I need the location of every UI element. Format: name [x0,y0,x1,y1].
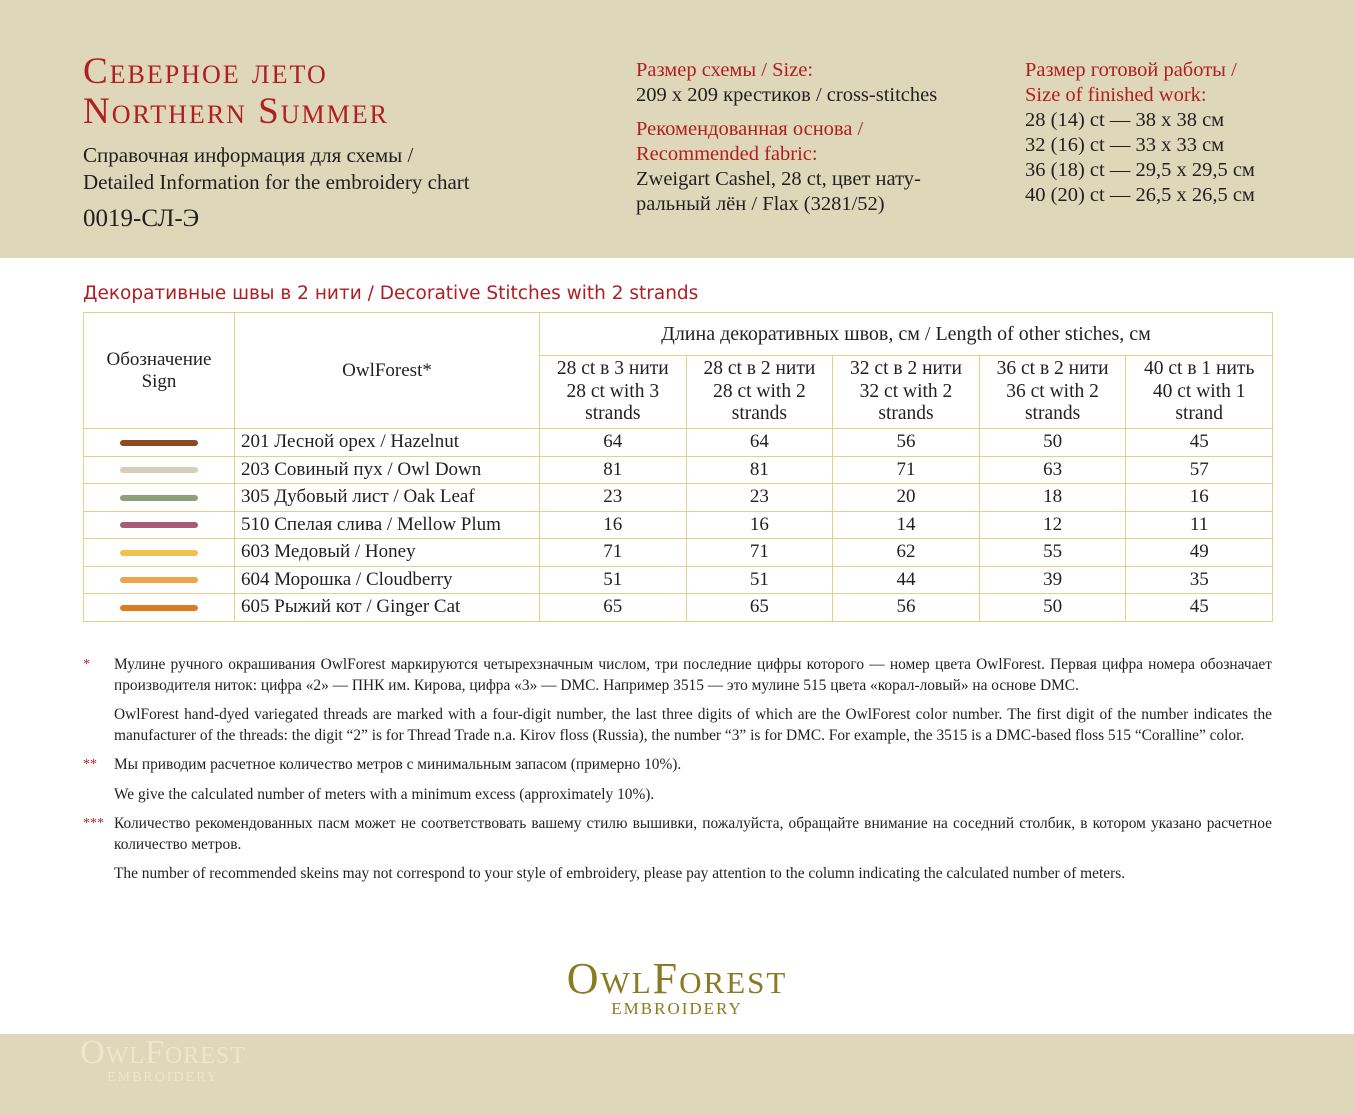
thread-name: 201 Лесной орех / Hazelnut [235,429,540,457]
length-value: 23 [540,484,687,512]
size-label: Размер схемы / Size: [636,59,814,81]
length-value: 65 [686,594,833,622]
sign-cell [84,566,235,594]
footnote-text-en: OwlForest hand-dyed variegated threads are marked with a four-digit number, the last three digits of which are the OwlForest color number. The first digit of the number indicates the manufacturer of the threads: the digit “2” is for Thread Trade n.a. Kirov floss (Russia), the number “3” is for DMC. For example, the 3515 is a DMC-based floss 515 “Coralline” color. [114,706,1272,744]
column-header-line: 40 ct в 1 нить [1144,358,1255,380]
column-header-line: 28 ct в 3 нити [556,358,669,380]
thread-name: 604 Морошка / Cloudberry [235,566,540,594]
length-value: 49 [1126,539,1273,567]
table-row [84,484,1273,512]
watermark-subtitle: EMBROIDERY [107,1070,219,1085]
fabric-value-2: ральный лён / Flax (3281/52) [636,193,885,215]
length-value: 20 [833,484,980,512]
table-row [84,511,1273,539]
subtitle-line-1: Справочная информация для схемы / [83,143,414,167]
column-header-line: 28 ct with 3 [566,380,660,402]
thread-swatch [120,467,198,473]
thread-swatch [120,495,198,501]
footnote-1 [83,655,1272,746]
footnote-marker: *** [83,816,104,831]
column-header-line: strands [1024,403,1081,425]
footnotes [83,655,1272,885]
length-value: 16 [686,511,833,539]
length-value: 64 [540,429,687,457]
column-header [979,356,1126,429]
finished-size-info [1025,58,1325,208]
table-row [84,456,1273,484]
footnote-marker: ** [83,757,97,772]
thread-swatch [120,522,198,528]
column-header [540,356,687,429]
column-header-line: 32 ct в 2 нити [850,358,962,380]
chart-info [636,58,986,217]
column-header-line: 40 ct with 1 [1152,380,1246,402]
footnote-3 [83,814,1272,885]
stitch-table [83,312,1273,622]
footnote-text-en: The number of recommended skeins may not correspond to your style of embroidery, please pay attention to the column indicating the calculated number of meters. [114,865,1126,882]
page-title [83,52,389,132]
table-row [84,429,1273,457]
column-header-line: strand [1175,403,1224,425]
sign-cell [84,456,235,484]
length-value: 62 [833,539,980,567]
column-header-line: strands [585,403,641,425]
length-value: 45 [1126,594,1273,622]
column-header-line: strands [878,403,934,425]
length-value: 71 [686,539,833,567]
column-header-line: strands [731,403,788,425]
length-value: 50 [979,594,1126,622]
chart-code: 0019-СЛ-Э [83,205,200,232]
length-value: 63 [979,456,1126,484]
sign-cell [84,511,235,539]
thread-rows [84,429,1273,622]
column-header [1126,356,1273,429]
footnote-text-ru: Мулине ручного окрашивания OwlForest маркируются четырехзначным числом, три последние цифры которого — номер цвета OwlForest. Первая цифра номера обозначает производителя ниток: цифра «2» — ПНК им. Кирова, цифра «3» — DMC. Например 3515 — это мулине 515 цвета «корал-ловый» на основе DMC. [114,656,1272,694]
fabric-label-1: Рекомендованная основа / [636,118,864,140]
length-value: 51 [686,566,833,594]
length-value: 23 [686,484,833,512]
length-value: 56 [833,594,980,622]
length-value: 11 [1126,511,1273,539]
thread-swatch [120,577,198,583]
fabric-value-1: Zweigart Cashel, 28 ct, цвет нату- [636,168,921,190]
thread-name: 203 Совиный пух / Owl Down [235,456,540,484]
finished-size-row: 32 (16) ct — 33 х 33 см [1025,134,1225,156]
length-value: 16 [1126,484,1273,512]
length-value: 51 [540,566,687,594]
watermark-logo [48,1034,278,1086]
subtitle [83,142,470,196]
column-header [686,356,833,429]
length-value: 65 [540,594,687,622]
title-ru: Северное лето [83,51,328,92]
finished-size-row: 36 (18) ct — 29,5 х 29,5 см [1025,159,1255,181]
sign-cell [84,484,235,512]
table-row [84,594,1273,622]
length-value: 81 [686,456,833,484]
thread-name: 305 Дубовый лист / Oak Leaf [235,484,540,512]
sign-header-en: Sign [141,370,177,392]
section-title: Декоративные швы в 2 нити / Decorative Stitches with 2 strands [83,283,699,304]
length-value: 35 [1126,566,1273,594]
footnote-text-ru: Мы приводим расчетное количество метров с минимальным запасом (примерно 10%). [114,756,682,773]
length-value: 71 [833,456,980,484]
logo-subtitle: EMBROIDERY [611,999,743,1018]
length-value: 12 [979,511,1126,539]
thread-name: 605 Рыжий кот / Ginger Cat [235,594,540,622]
footnote-text-en: We give the calculated number of meters with a minimum excess (approximately 10%). [114,785,655,803]
length-value: 18 [979,484,1126,512]
header-band [0,0,1354,258]
sign-cell [84,539,235,567]
length-value: 56 [833,429,980,457]
watermark-wordmark: OwlForest [80,1034,246,1071]
length-value: 55 [979,539,1126,567]
subtitle-line-2: Detailed Information for the embroidery chart [83,170,470,194]
footnote-2 [83,755,1272,805]
column-header-line: 28 ct в 2 нити [703,358,816,380]
finished-label-1: Размер готовой работы / [1025,59,1237,81]
brand-logo [0,955,1354,1019]
column-header-line: 36 ct with 2 [1006,380,1099,402]
length-value: 64 [686,429,833,457]
column-header-line: 36 ct в 2 нити [996,358,1109,380]
thread-swatch [120,605,198,611]
finished-label-2: Size of finished work: [1025,84,1207,106]
length-header: Длина декоративных швов, см / Length of other stiches, см [540,313,1273,356]
length-value: 14 [833,511,980,539]
size-value: 209 х 209 крестиков / cross-stitches [636,84,938,106]
footnote-marker: * [83,657,90,672]
logo-wordmark: OwlForest [566,954,788,1003]
sign-header-ru: Обозначение [106,348,212,370]
fabric-label-2: Recommended fabric: [636,143,818,165]
column-header-line: 28 ct with 2 [713,380,806,402]
title-en: Northern Summer [83,91,389,132]
length-value: 16 [540,511,687,539]
thread-name: 510 Спелая слива / Mellow Plum [235,511,540,539]
finished-size-row: 28 (14) ct — 38 х 38 см [1025,109,1225,131]
length-value: 57 [1126,456,1273,484]
table-row [84,566,1273,594]
thread-swatch [120,550,198,556]
column-header [833,356,980,429]
length-value: 44 [833,566,980,594]
length-value: 50 [979,429,1126,457]
finished-size-row: 40 (20) ct — 26,5 х 26,5 см [1025,184,1255,206]
column-header-line: 32 ct with 2 [859,380,953,402]
length-value: 39 [979,566,1126,594]
thread-swatch [120,440,198,446]
thread-name: 603 Медовый / Honey [235,539,540,567]
sign-cell [84,429,235,457]
table-row [84,539,1273,567]
length-value: 71 [540,539,687,567]
sign-cell [84,594,235,622]
length-value: 81 [540,456,687,484]
length-value: 45 [1126,429,1273,457]
owlforest-header: OwlForest* [235,313,540,429]
sign-header [84,313,235,429]
footnote-text-ru: Количество рекомендованных пасм может не соответствовать вашему стилю вышивки, пожалуйста, обращайте внимание на соседний столбик, в котором указано расчетное количество метров. [114,815,1272,853]
